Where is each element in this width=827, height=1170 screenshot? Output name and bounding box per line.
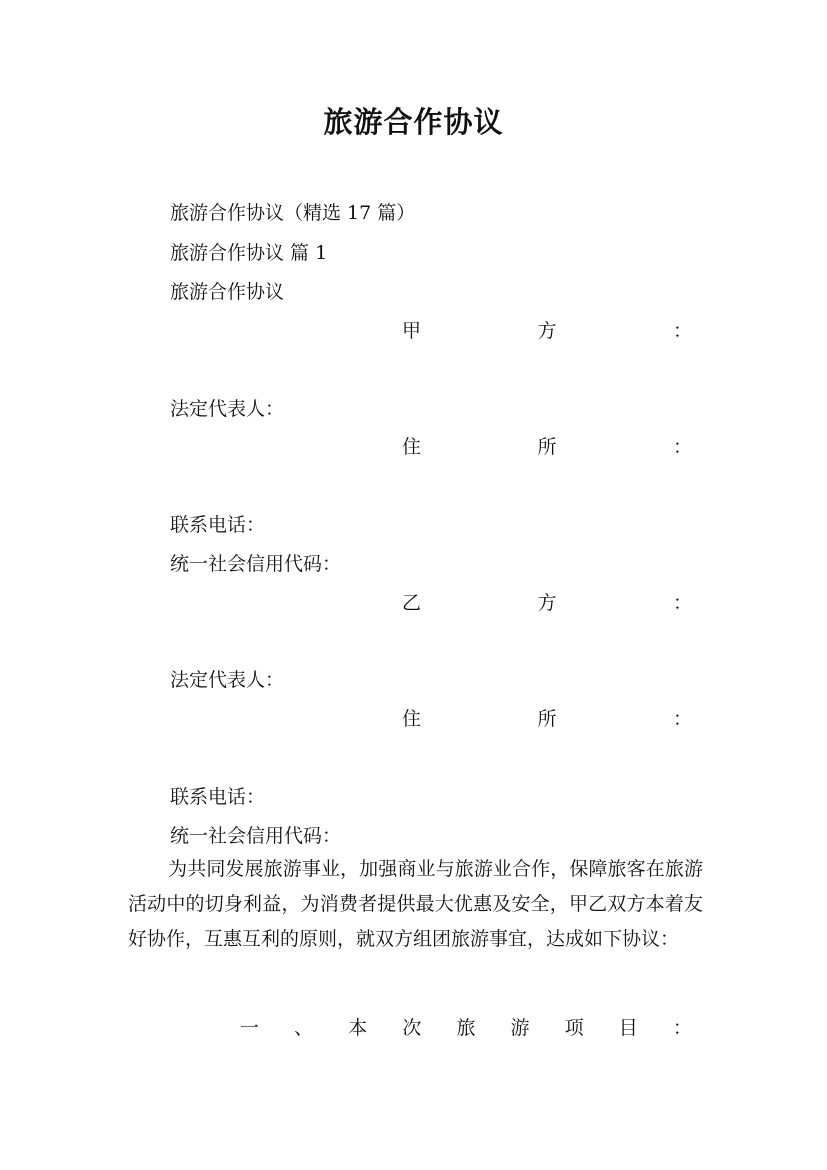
party-b-phone: 联系电话： [170, 786, 266, 808]
party-a-label-char: 甲 [402, 320, 422, 342]
section-1-char: 本 [348, 1017, 368, 1039]
party-a-label-char: 方 [537, 320, 557, 342]
section-1-heading [240, 1013, 692, 1040]
party-a-address-char: ： [672, 436, 692, 458]
party-a-label-char: ： [672, 320, 692, 342]
preamble-text: 为共同发展旅游事业，加强商业与旅游业合作，保障旅客在旅游活动中的切身利益，为消费者提供最大优惠及安全，甲乙双方本着友好协作，互惠互利的原则，就双方组团旅游事宜，达成如下协议： [128, 858, 703, 950]
party-a-address-char: 住 [402, 436, 422, 458]
preamble-paragraph [128, 852, 703, 957]
party-a-address-char: 所 [537, 436, 557, 458]
agreement-name: 旅游合作协议 [170, 281, 285, 303]
party-b-address-char: 所 [537, 708, 557, 730]
section-1-char: ： [672, 1017, 692, 1039]
section-1-char: 目 [618, 1017, 638, 1039]
party-b-credit-code: 统一社会信用代码： [170, 825, 342, 847]
party-b-label-char: 方 [537, 592, 557, 614]
party-a-label [402, 316, 692, 343]
document-subtitle: 旅游合作协议（精选 17 篇） [170, 202, 416, 224]
party-b-address [402, 704, 692, 731]
party-a-phone: 联系电话： [170, 514, 266, 536]
party-b-label-char: 乙 [402, 592, 422, 614]
party-b-legal-rep: 法定代表人： [170, 669, 285, 691]
chapter-heading: 旅游合作协议 篇 1 [170, 242, 328, 264]
party-a-credit-code: 统一社会信用代码： [170, 553, 342, 575]
document-title: 旅游合作协议 [323, 105, 504, 139]
section-1-char: 游 [510, 1017, 530, 1039]
party-a-legal-rep: 法定代表人： [170, 398, 285, 420]
section-1-char: 旅 [456, 1017, 476, 1039]
section-1-char: 次 [402, 1017, 422, 1039]
party-b-address-char: 住 [402, 708, 422, 730]
section-1-char: 、 [294, 1017, 314, 1039]
party-b-address-char: ： [672, 708, 692, 730]
party-b-label [402, 588, 692, 615]
party-b-label-char: ： [672, 592, 692, 614]
party-a-address [402, 432, 692, 459]
section-1-char: 项 [564, 1017, 584, 1039]
section-1-char: 一 [240, 1017, 260, 1039]
